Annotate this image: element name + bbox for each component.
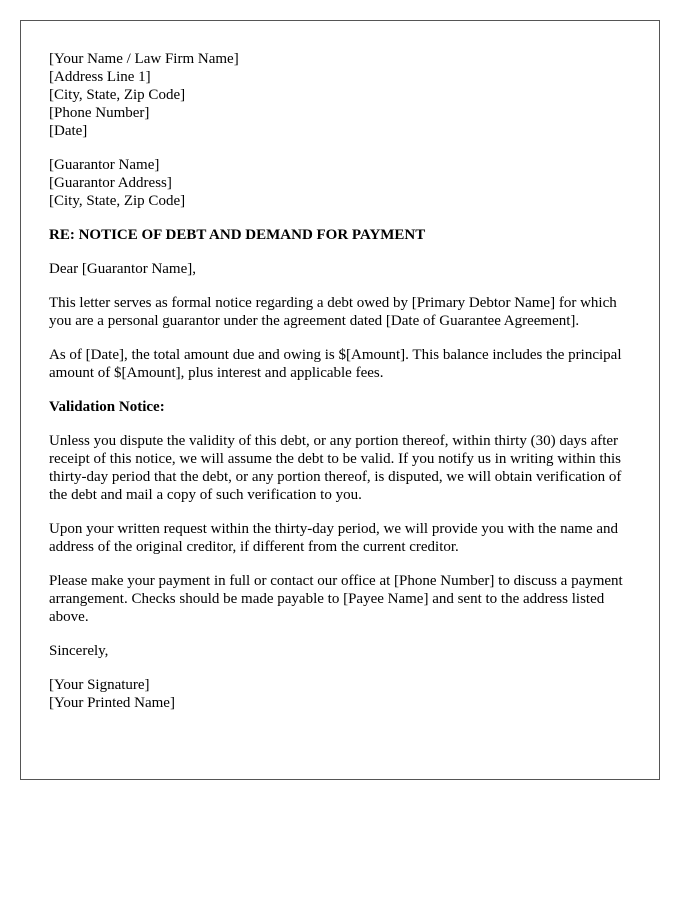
paragraph-notice: This letter serves as formal notice regarding a debt owed by [Primary Debtor Name] for which you are a personal guarantor under the agreement dated [Date of Guarantee Agreement]. xyxy=(49,295,617,329)
closing: Sincerely, xyxy=(49,643,109,659)
signature-block xyxy=(49,676,639,712)
letter-page xyxy=(20,20,660,780)
letter-date: [Date] xyxy=(49,123,88,139)
sender-address-line-1: [Address Line 1] xyxy=(49,69,151,85)
sender-city-state-zip: [City, State, Zip Code] xyxy=(49,87,186,103)
recipient-block xyxy=(49,156,639,210)
recipient-name: [Guarantor Name] xyxy=(49,157,160,173)
paragraph-amount-due: As of [Date], the total amount due and owing is $[Amount]. This balance includes the principal amount of $[Amount], plus interest and applicable fees. xyxy=(49,347,622,381)
salutation: Dear [Guarantor Name], xyxy=(49,261,197,277)
signature-line: [Your Signature] xyxy=(49,677,150,693)
letter-content xyxy=(49,50,639,728)
sender-name: [Your Name / Law Firm Name] xyxy=(49,51,239,67)
sender-block xyxy=(49,50,639,140)
recipient-city-state-zip: [City, State, Zip Code] xyxy=(49,193,186,209)
sender-phone: [Phone Number] xyxy=(49,105,150,121)
paragraph-validation: Unless you dispute the validity of this debt, or any portion thereof, within thirty (30) days after receipt of this notice, we will assume the debt to be valid. If you notify us in writing within this thirty-day period that the debt, or any portion thereof, is disputed, we will obtain verification of the debt and mail a copy of such verification to you. xyxy=(49,433,622,503)
paragraph-payment-instructions: Please make your payment in full or contact our office at [Phone Number] to discuss a payment arrangement. Checks should be made payable to [Payee Name] and sent to the address listed above. xyxy=(49,573,623,625)
subject-line: RE: NOTICE OF DEBT AND DEMAND FOR PAYMENT xyxy=(49,227,426,243)
printed-name: [Your Printed Name] xyxy=(49,695,175,711)
recipient-address: [Guarantor Address] xyxy=(49,175,172,191)
validation-heading: Validation Notice: xyxy=(49,399,165,415)
paragraph-original-creditor: Upon your written request within the thirty-day period, we will provide you with the name and address of the original creditor, if different from the current creditor. xyxy=(49,521,619,555)
